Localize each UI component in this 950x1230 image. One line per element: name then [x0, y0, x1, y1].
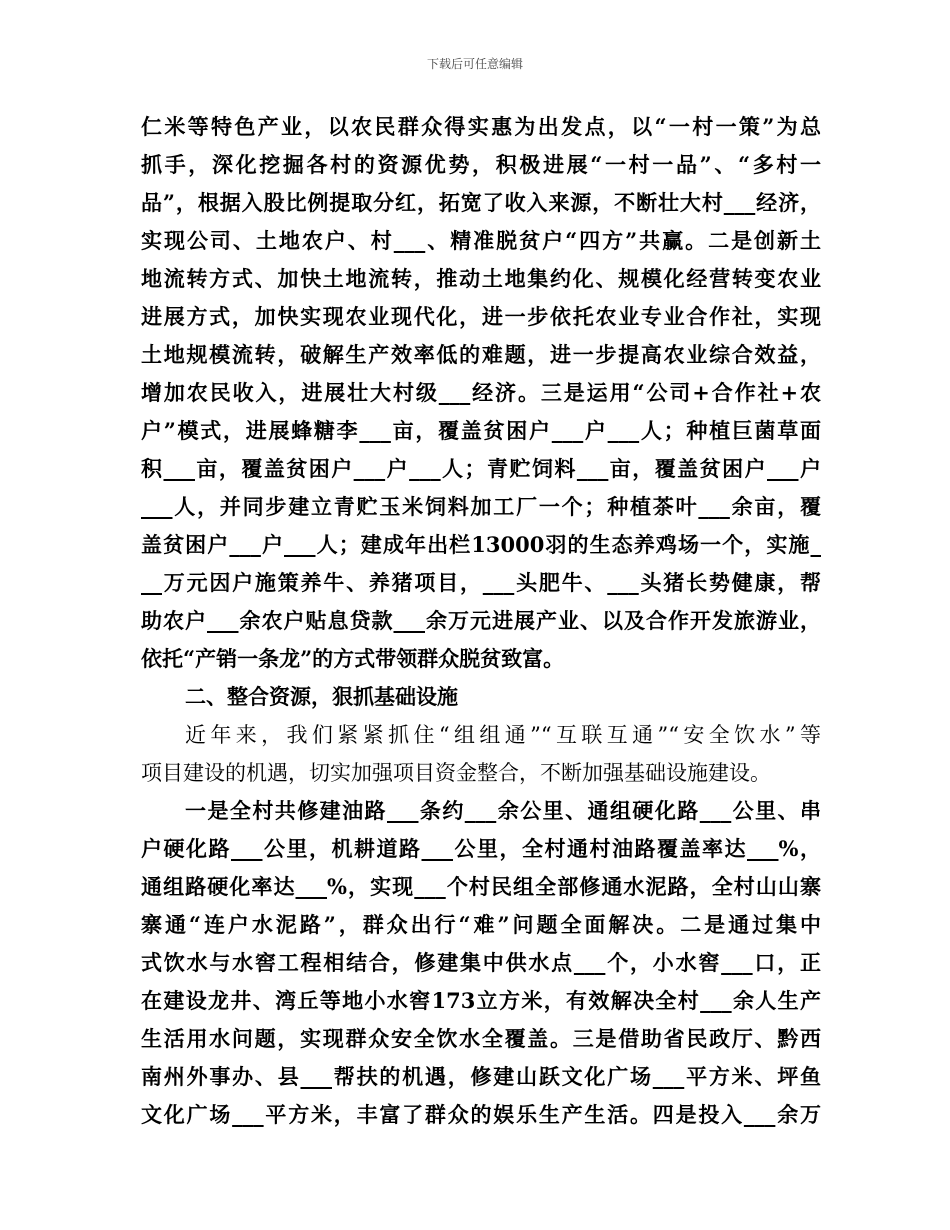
text-line: 实现公司、土地农户、村___、精准脱贫户“四方”共赢。二是创新土: [141, 228, 821, 253]
text-line: 抓手，深化挖掘各村的资源优势，积极进展“一村一品”、“多村一: [141, 152, 821, 177]
text-line: 南州外事办、县___帮扶的机遇，修建山跃文化广场___平方米、坪鱼: [141, 1064, 821, 1089]
text-line: 项目建设的机遇，切实加强项目资金整合，不断加强基础设施建设。: [141, 761, 771, 785]
text-line: 品”，根据入股比例提取分红，拓宽了收入来源，不断壮大村___经济，: [141, 190, 821, 215]
text-line: 文化广场___平方米，丰富了群众的娱乐生产生活。四是投入___余万: [141, 1102, 821, 1127]
text-line: 寨通“连户水泥路”，群众出行“难”问题全面解决。二是通过集中: [141, 912, 821, 937]
text-line: __万元因户施策养牛、养猪项目，___头肥牛、___头猪长势健康，帮: [141, 570, 821, 595]
text-line: 通组路硬化率达___%，实现___个村民组全部修通水泥路，全村山山寨: [141, 874, 821, 899]
text-line: 一是全村共修建油路___条约___余公里、通组硬化路___公里、串: [185, 798, 821, 823]
text-line: 式饮水与水窖工程相结合，修建集中供水点___个，小水窖___口，正: [141, 950, 821, 975]
text-line: 积___亩，覆盖贫困户___户___人；青贮饲料___亩，覆盖贫困户___户: [141, 456, 821, 481]
text-line: 依托“产销一条龙”的方式带领群众脱贫致富。: [141, 646, 565, 671]
text-line: 在建设龙井、湾丘等地小水窖173立方米，有效解决全村___余人生产: [141, 988, 821, 1013]
text-line: 近年来，我们紧紧抓住“组组通”“互联互通”“安全饮水”等: [185, 723, 821, 747]
text-line: ___人，并同步建立青贮玉米饲料加工厂一个；种植茶叶___余亩，覆: [141, 494, 821, 519]
text-line: 仁米等特色产业，以农民群众得实惠为出发点，以“一村一策”为总: [141, 114, 821, 139]
text-line: 地流转方式、加快土地流转，推动土地集约化、规模化经营转变农业: [141, 266, 821, 291]
text-line: 助农户___余农户贴息贷款___余万元进展产业、以及合作开发旅游业，: [141, 608, 821, 633]
text-line: 户”模式，进展蜂糖李___亩，覆盖贫困户___户___人；种植巨菌草面: [141, 418, 821, 443]
text-line: 生活用水问题，实现群众安全饮水全覆盖。三是借助省民政厅、黔西: [141, 1026, 821, 1051]
text-line: 二、整合资源，狠抓基础设施: [185, 684, 458, 709]
text-line: 盖贫困户___户___人；建成年出栏13000羽的生态养鸡场一个，实施_: [141, 532, 821, 557]
document-body: [141, 108, 821, 1134]
text-line: 进展方式，加快实现农业现代化，进一步依托农业专业合作社，实现: [141, 304, 821, 329]
text-line: 土地规模流转，破解生产效率低的难题，进一步提高农业综合效益，: [141, 342, 821, 367]
text-line: 户硬化路___公里，机耕道路___公里，全村通村油路覆盖率达___%，: [141, 836, 821, 861]
text-line: 增加农民收入，进展壮大村级___经济。三是运用“公司+合作社+农: [141, 380, 821, 405]
page-header: 下载后可任意编辑: [426, 57, 523, 71]
